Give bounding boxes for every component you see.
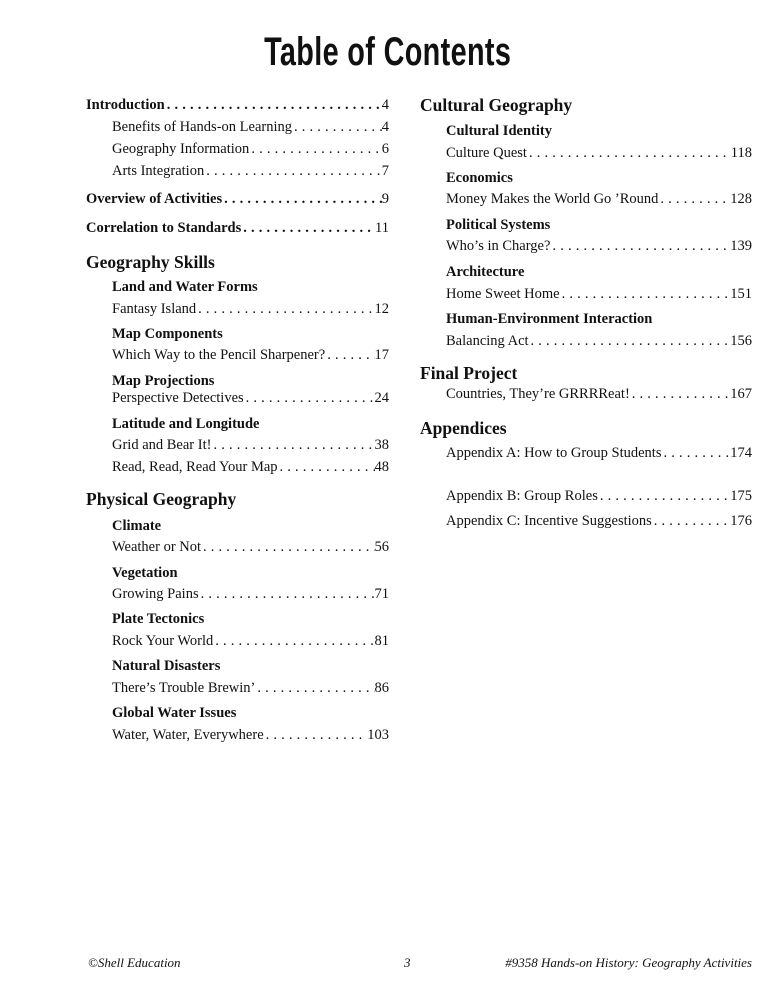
toc-entry[interactable] xyxy=(112,162,389,180)
toc-entry[interactable] xyxy=(446,190,752,208)
entry-page-number: 175 xyxy=(730,488,752,504)
dot-leader xyxy=(255,679,374,697)
dot-leader xyxy=(278,458,375,476)
entry-title: Balancing Act xyxy=(446,333,529,349)
dot-leader xyxy=(204,162,382,180)
section-heading: Physical Geography xyxy=(86,489,237,509)
toc-entry[interactable] xyxy=(86,219,389,237)
entry-title: Perspective Detectives xyxy=(112,390,244,406)
entry-page-number: 24 xyxy=(374,390,389,406)
entry-title: Correlation to Standards xyxy=(86,220,242,236)
entry-title: Home Sweet Home xyxy=(446,286,560,302)
toc-entry[interactable] xyxy=(446,385,752,403)
entry-title: Money Makes the World Go ’Round xyxy=(446,191,659,207)
entry-title: Who’s in Charge? xyxy=(446,238,551,254)
toc-entry[interactable] xyxy=(112,726,389,744)
subsection-heading: Cultural Identity xyxy=(446,123,552,139)
dot-leader xyxy=(630,385,730,403)
entry-title: Grid and Bear It! xyxy=(112,437,212,453)
subsection-heading: Economics xyxy=(446,170,513,186)
toc-entry[interactable] xyxy=(446,285,752,303)
entry-title: Benefits of Hands-on Learning xyxy=(112,119,292,135)
entry-page-number: 9 xyxy=(381,191,389,207)
subsection-heading: Map Projections xyxy=(112,373,215,389)
toc-entry[interactable] xyxy=(112,458,389,476)
dot-leader xyxy=(264,726,368,744)
entry-title: There’s Trouble Brewin’ xyxy=(112,680,256,696)
subsection-heading: Land and Water Forms xyxy=(112,279,258,295)
toc-entry[interactable] xyxy=(446,444,752,462)
subsection-heading: Global Water Issues xyxy=(112,705,237,721)
toc-entry[interactable] xyxy=(446,512,752,530)
dot-leader xyxy=(211,436,374,454)
dot-leader xyxy=(661,444,730,462)
entry-title: Appendix C: Incentive Suggestions xyxy=(446,513,652,529)
subsection-heading: Architecture xyxy=(446,264,525,280)
entry-title: Rock Your World xyxy=(112,633,214,649)
section-heading: Final Project xyxy=(420,363,518,383)
subsection-heading: Map Components xyxy=(112,326,223,342)
toc-entry[interactable] xyxy=(112,538,389,556)
dot-leader xyxy=(658,190,730,208)
dot-leader xyxy=(249,140,381,158)
entry-page-number: 86 xyxy=(374,680,389,696)
entry-page-number: 56 xyxy=(374,539,389,555)
toc-entry[interactable] xyxy=(112,118,389,136)
toc-entry[interactable] xyxy=(112,632,389,650)
entry-page-number: 4 xyxy=(381,97,389,113)
entry-title: Weather or Not xyxy=(112,539,202,555)
toc-entry[interactable] xyxy=(112,436,389,454)
entry-title: Growing Pains xyxy=(112,586,199,602)
subsection-heading: Plate Tectonics xyxy=(112,611,205,627)
entry-title: Appendix B: Group Roles xyxy=(446,488,598,504)
entry-title: Water, Water, Everywhere xyxy=(112,727,264,743)
dot-leader xyxy=(560,285,731,303)
section-heading: Cultural Geography xyxy=(420,95,573,115)
entry-title: Arts Integration xyxy=(112,163,205,179)
footer-page-number: 3 xyxy=(404,955,411,970)
entry-page-number: 151 xyxy=(730,286,752,302)
dot-leader xyxy=(652,512,730,530)
toc-entry[interactable] xyxy=(112,346,389,364)
entry-page-number: 4 xyxy=(381,119,389,135)
entry-page-number: 103 xyxy=(367,727,389,743)
toc-entry[interactable] xyxy=(86,190,389,208)
subsection-heading: Human-Environment Interaction xyxy=(446,311,653,327)
entry-page-number: 156 xyxy=(730,333,752,349)
entry-page-number: 118 xyxy=(730,145,752,161)
entry-title: Introduction xyxy=(86,97,165,113)
toc-entry[interactable] xyxy=(446,144,752,162)
dot-leader xyxy=(196,300,374,318)
entry-page-number: 48 xyxy=(374,459,389,475)
subsection-heading: Political Systems xyxy=(446,217,551,233)
entry-title: Fantasy Island xyxy=(112,301,197,317)
toc-entry[interactable] xyxy=(112,300,389,318)
entry-title: Which Way to the Pencil Sharpener? xyxy=(112,347,326,363)
toc-entry[interactable] xyxy=(112,585,389,603)
entry-page-number: 6 xyxy=(381,141,389,157)
dot-leader xyxy=(550,237,730,255)
entry-page-number: 174 xyxy=(730,445,752,461)
toc-entry[interactable] xyxy=(112,389,389,407)
section-heading: Appendices xyxy=(420,418,507,438)
toc-entry[interactable] xyxy=(112,679,389,697)
dot-leader xyxy=(598,487,730,505)
toc-entry[interactable] xyxy=(446,332,752,350)
entry-title: Countries, They’re GRRRReat! xyxy=(446,386,630,402)
entry-page-number: 11 xyxy=(375,220,389,236)
entry-page-number: 139 xyxy=(730,238,752,254)
dot-leader xyxy=(325,346,374,364)
dot-leader xyxy=(527,144,731,162)
entry-page-number: 176 xyxy=(730,513,752,529)
entry-title: Overview of Activities xyxy=(86,191,223,207)
toc-entry[interactable] xyxy=(446,237,752,255)
toc-entry[interactable] xyxy=(446,487,752,505)
entry-page-number: 38 xyxy=(374,437,389,453)
entry-page-number: 7 xyxy=(381,163,389,179)
subsection-heading: Vegetation xyxy=(112,565,178,581)
entry-page-number: 128 xyxy=(730,191,752,207)
dot-leader xyxy=(244,389,375,407)
entry-page-number: 167 xyxy=(730,386,752,402)
entry-title: Read, Read, Read Your Map xyxy=(112,459,278,475)
dot-leader xyxy=(292,118,382,136)
dot-leader xyxy=(165,96,382,114)
subsection-heading: Climate xyxy=(112,518,162,534)
section-heading: Geography Skills xyxy=(86,252,215,272)
dot-leader xyxy=(529,332,731,350)
page-title: Table of Contents xyxy=(264,30,512,74)
entry-page-number: 81 xyxy=(374,633,389,649)
footer-publisher: ©Shell Education xyxy=(88,955,181,970)
dot-leader xyxy=(199,585,375,603)
entry-page-number: 12 xyxy=(374,301,389,317)
entry-title: Geography Information xyxy=(112,141,250,157)
toc-entry[interactable] xyxy=(112,140,389,158)
toc-entry[interactable] xyxy=(86,96,389,114)
dot-leader xyxy=(201,538,374,556)
subsection-heading: Latitude and Longitude xyxy=(112,416,260,432)
dot-leader xyxy=(213,632,374,650)
subsection-heading: Natural Disasters xyxy=(112,658,221,674)
entry-title: Culture Quest xyxy=(446,145,527,161)
entry-title: Appendix A: How to Group Students xyxy=(446,445,662,461)
entry-page-number: 17 xyxy=(374,347,389,363)
dot-leader xyxy=(222,190,382,208)
footer-book-title: #9358 Hands-on History: Geography Activities xyxy=(505,955,752,970)
dot-leader xyxy=(241,219,375,237)
entry-page-number: 71 xyxy=(374,586,389,602)
